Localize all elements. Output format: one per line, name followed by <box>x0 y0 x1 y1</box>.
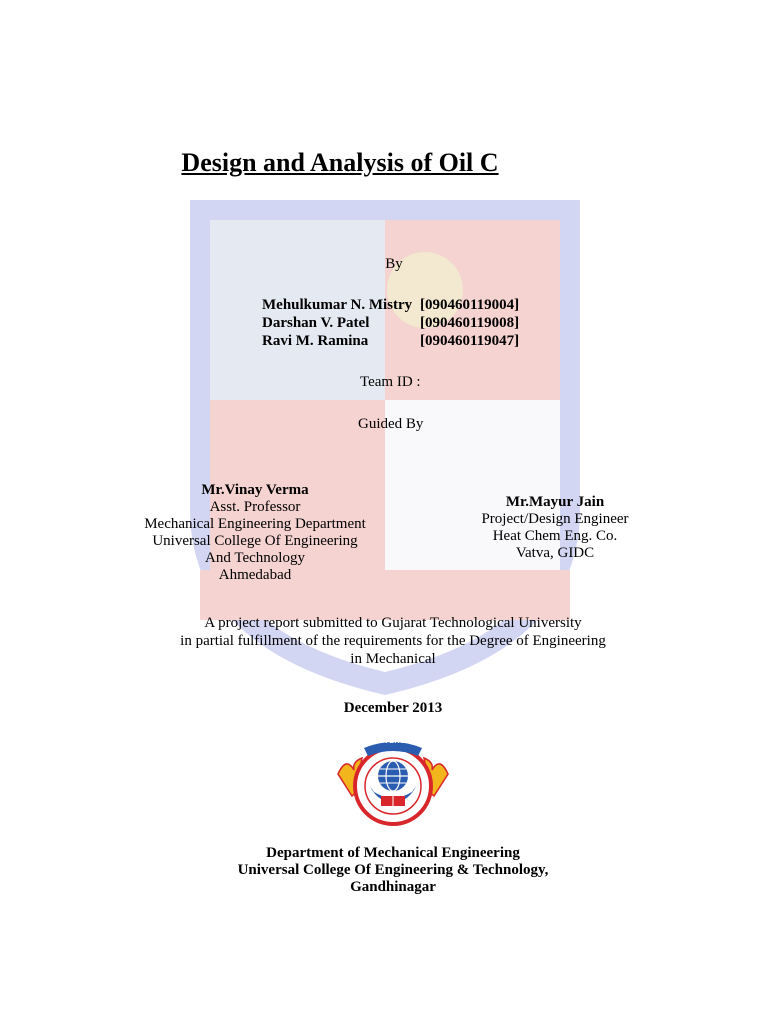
team-members-list <box>262 296 519 350</box>
external-guide-block <box>440 494 670 562</box>
footer-block <box>0 845 768 896</box>
footer-college: Universal College Of Engineering & Technology, <box>237 862 549 878</box>
external-guide-designation: Project/Design Engineer <box>481 511 629 527</box>
guided-by-label: Guided By <box>358 416 424 432</box>
external-guide-name: Mr.Mayur Jain <box>505 494 605 510</box>
footer-city: Gandhinagar <box>350 879 436 895</box>
college-logo-icon <box>332 734 454 830</box>
by-label: By <box>385 256 403 272</box>
member-id: [090460119047] <box>420 333 520 349</box>
team-id-label: Team ID : <box>360 374 421 390</box>
internal-guide-department: Mechanical Engineering Department <box>144 516 366 532</box>
member-id: [090460119008] <box>420 315 520 331</box>
member-name: Ravi M. Ramina <box>262 333 369 349</box>
report-statement <box>0 614 768 668</box>
member-name: Mehulkumar N. Mistry <box>262 297 413 313</box>
internal-guide-block <box>120 482 390 584</box>
member-row <box>262 314 519 332</box>
internal-guide-city: Ahmedabad <box>218 567 292 583</box>
footer-department: Department of Mechanical Engineering <box>266 845 520 861</box>
internal-guide-college-line1: Universal College Of Engineering <box>152 533 358 549</box>
internal-guide-college-line2: And Technology <box>205 550 305 566</box>
internal-guide-name: Mr.Vinay Verma <box>201 482 309 498</box>
member-row <box>262 332 519 350</box>
submission-date: December 2013 <box>343 700 443 716</box>
member-row <box>262 296 519 314</box>
member-id: [090460119004] <box>420 297 520 313</box>
logo-banner-text: UNIVERSAL <box>370 738 416 745</box>
member-name: Darshan V. Patel <box>262 315 370 331</box>
external-guide-company: Heat Chem Eng. Co. <box>492 528 618 544</box>
report-line-1: A project report submitted to Gujarat Technological University <box>204 615 582 631</box>
document-title: Design and Analysis of Oil C <box>181 148 499 177</box>
external-guide-location: Vatva, GIDC <box>515 545 595 561</box>
report-line-2: in partial fulfillment of the requirements for the Degree of Engineering <box>180 633 606 649</box>
internal-guide-designation: Asst. Professor <box>209 499 301 515</box>
report-line-3: in Mechanical <box>350 651 436 667</box>
